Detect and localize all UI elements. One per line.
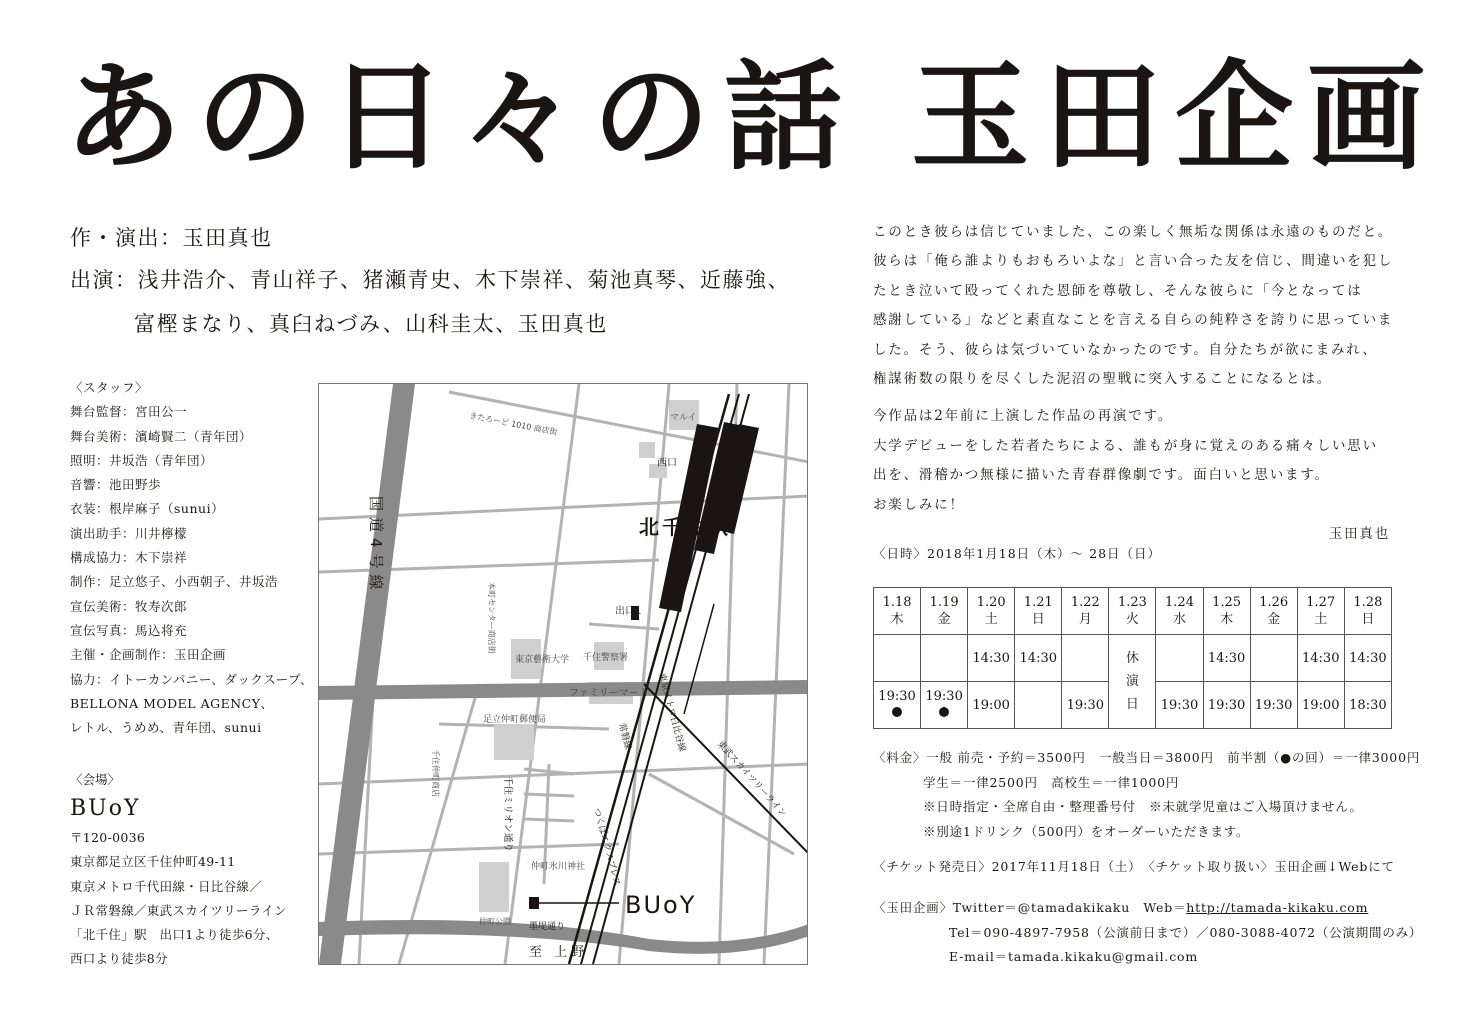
map-label-marui: マルイ: [670, 413, 697, 423]
map-label-nishiguchi: 西口: [657, 458, 677, 469]
map-label-honmachi: 本町センター商店街: [487, 582, 496, 654]
story-line: 出を、滑稽かつ無様に描いた青春群像劇です。面白いと思います。: [873, 467, 1330, 484]
schedule-weekday: 月: [1078, 612, 1092, 627]
matinee-time: 14:30: [1344, 635, 1391, 682]
evening-time: 19:00: [972, 697, 1010, 713]
page-title: あの日々の話 玉田企画: [64, 48, 1440, 186]
map-label-route4: 国道4号線: [367, 496, 385, 596]
schedule-weekday: 土: [984, 612, 998, 627]
evening-time: 19:30: [925, 689, 963, 704]
evening-time: 19:30: [1207, 697, 1246, 713]
story-line: 権謀術数の限りを尽くした泥沼の聖戦に突入することになるとは。: [873, 371, 1332, 388]
schedule-weekday: 木: [1220, 612, 1234, 627]
staff-item: レトル、うめめ、青年団、sunui: [70, 720, 262, 736]
map-label-station: 北千住駅: [639, 515, 731, 539]
map-label-million: 千住ミリオン通り: [502, 776, 513, 852]
matinee-time: 14:30: [1015, 635, 1062, 682]
story-line: 大学デビューをした若者たちによる、誰もが身に覚えのある痛々しい思い: [873, 437, 1378, 454]
staff-item: 制作：足立悠子、小西朝子、井坂浩: [70, 574, 279, 590]
map-label-police: 千住警察署: [583, 653, 629, 663]
early-discount-dot-icon: [939, 707, 949, 717]
fee-line: 〈料金〉一般 前売・予約＝3500円 一般当日＝3800円 前半割（●の回）＝一律3000円: [873, 750, 1421, 765]
story-line: たとき泣いて殴ってくれた恩師を尊敬し、そんな彼らに「今となっては: [873, 282, 1363, 299]
schedule-date: 1.25: [1212, 595, 1242, 610]
schedule-date-line: 〈日時〉2018年1月18日（木）〜 28日（日）: [873, 546, 1162, 561]
fee-line: ※別途1ドリンク（500円）をオーダーいただきます。: [923, 823, 1250, 839]
matinee-time: 14:30: [1203, 635, 1250, 682]
map-label-post: 足立仲町郵便局: [483, 715, 547, 725]
staff-item: 宣伝写真：馬込将充: [70, 622, 188, 638]
schedule-weekday: 日: [1361, 612, 1375, 627]
evening-cell: [1344, 682, 1391, 729]
fee-info: [873, 746, 1420, 844]
staff-list: [70, 376, 314, 740]
story-line: お楽しみに！: [873, 496, 965, 513]
contact-line: [873, 896, 1422, 921]
evening-cell: [1062, 682, 1109, 729]
map-label-joban: 常磐線: [616, 722, 633, 751]
schedule-day-cell: [874, 588, 921, 635]
venue-line: ＪＲ常磐線／東武スカイツリーライン: [70, 902, 287, 918]
matinee-time: [921, 635, 968, 682]
venue-line: 東京メトロ千代田線・日比谷線／: [70, 878, 263, 894]
staff-item: 音響：池田野歩: [70, 477, 162, 493]
tel-info: Tel＝090-4897-7958（公演前日まで）／080-3088-4072（公演期間のみ）: [949, 924, 1423, 940]
matinee-time: 14:30: [1297, 635, 1344, 682]
schedule-weekday: 水: [1173, 612, 1187, 627]
story-signature: 玉田真也: [1328, 526, 1390, 543]
early-discount-dot-icon: [892, 707, 902, 717]
map-label-buoy: BUoY: [625, 891, 697, 919]
map-label-kitaro: きたろーど 1010 商店街: [468, 411, 559, 438]
staff-item: 舞台美術：濱崎賢二（青年団）: [70, 428, 253, 444]
venue-info: [70, 768, 310, 972]
schedule-date: 1.18: [882, 595, 912, 610]
director-credit: 作・演出：玉田真也: [70, 226, 273, 250]
map-label-tobu: 東武スカイツリーライン: [714, 739, 789, 820]
staff-item: 衣装：根岸麻子（sunui）: [70, 501, 225, 517]
web-link[interactable]: http://tamada-kikaku.com: [1186, 900, 1369, 915]
fee-line: ※日時指定・全席自由・整理番号付 ※未就学児童はご入場頂けません。: [923, 799, 1363, 814]
twitter-info: 〈玉田企画〉Twitter＝@tamadakikaku Web＝: [873, 900, 1187, 915]
evening-time: 19:30: [1160, 697, 1199, 713]
venue-name: BUoY: [70, 796, 141, 821]
ticket-info: 〈チケット発売日〉2017年11月18日（土） 〈チケット取り扱い〉玉田企画↓Webにて: [873, 859, 1395, 874]
matinee-time: [1250, 635, 1297, 682]
schedule-weekday: 木: [890, 612, 904, 627]
schedule-weekday: 金: [937, 612, 951, 627]
map-label-park: 仲町公園: [479, 917, 511, 926]
map-label-nakacho-street: 千住仲町商店: [431, 749, 440, 797]
staff-item: BELLONA MODEL AGENCY、: [70, 695, 274, 711]
matinee-time: [1062, 635, 1109, 682]
schedule-date: 1.20: [976, 595, 1006, 610]
email-info: E-mail＝tamada.kikaku@gmail.com: [949, 949, 1198, 964]
access-map: [318, 383, 808, 965]
schedule-date: 1.22: [1070, 595, 1100, 610]
cast-credit-line1: 出演：浅井浩介、青山祥子、猪瀬青史、木下崇祥、菊池真琴、近藤強、: [70, 268, 790, 292]
schedule-day-cell: [968, 588, 1015, 635]
evening-time: 18:30: [1349, 697, 1387, 713]
evening-cell: [921, 682, 968, 729]
staff-item: 照明：井坂浩（青年団）: [70, 452, 214, 468]
story-line: 感謝している」などと素直なことを言える自らの純粋さを誇りに思っていま: [873, 312, 1394, 329]
evening-time: 19:30: [1066, 697, 1105, 713]
venue-heading: 〈会場〉: [70, 772, 121, 787]
schedule-day-cell: [1015, 588, 1062, 635]
map-label-metro: 東京メトロ日比谷線: [656, 672, 687, 754]
schedule-weekday: 日: [1031, 612, 1045, 627]
map-label-bokutei: 墨堤通り: [529, 922, 566, 932]
schedule-day-cell: [1203, 588, 1250, 635]
schedule-day-cell: [921, 588, 968, 635]
matinee-time: 14:30: [968, 635, 1015, 682]
story-line: 今作品は2年前に上演した作品の再演です。: [873, 408, 1174, 425]
evening-time: 19:30: [1254, 697, 1293, 713]
schedule-date: 1.24: [1165, 595, 1194, 610]
matinee-time: [874, 635, 921, 682]
evening-time: 19:00: [1302, 697, 1340, 713]
schedule-date: 1.19: [929, 595, 959, 610]
schedule-date: 1.27: [1306, 595, 1336, 610]
evening-cell: [1203, 682, 1250, 729]
staff-item: 主催・企画制作：玉田企画: [70, 647, 227, 663]
schedule-date: 1.21: [1023, 595, 1053, 610]
evening-cell: [1156, 682, 1203, 729]
map-label-geidai: 東京藝術大学: [515, 655, 570, 665]
schedule-weekday: 金: [1267, 612, 1281, 627]
staff-item: 協力：イトーカンパニー、ダックスープ、: [70, 671, 314, 687]
story-line: このとき彼らは信じていました、この楽しく無垢な関係は永遠のものだと。: [873, 224, 1394, 240]
map-label-tsukuba: つくばエクスプレス: [591, 807, 622, 888]
rest-day-char: 演: [1125, 674, 1139, 689]
schedule-day-cell: [1156, 588, 1203, 635]
story-text: [873, 218, 1398, 549]
rest-day-char: 日: [1125, 697, 1139, 712]
venue-line: 「北千住」駅 出口1より徒歩6分、: [70, 927, 279, 943]
rest-day-char: 休: [1125, 651, 1139, 666]
schedule-header-row: [874, 588, 1392, 635]
schedule-table: [873, 587, 1392, 729]
schedule-day-cell: [1109, 588, 1156, 635]
schedule-day-cell: [1250, 588, 1297, 635]
staff-item: 演出助手：川井檸檬: [70, 525, 188, 541]
staff-item: 構成協力：木下崇祥: [70, 550, 188, 566]
schedule-day-cell: [1062, 588, 1109, 635]
evening-cell: [968, 682, 1015, 729]
venue-line: 東京都足立区千住仲町49-11: [70, 854, 236, 870]
staff-item: 舞台監督：宮田公一: [70, 404, 188, 420]
evening-cell: [1250, 682, 1297, 729]
venue-line: 〒120-0036: [70, 830, 146, 845]
schedule-date: 1.26: [1259, 595, 1289, 610]
schedule-weekday: 火: [1125, 612, 1139, 627]
schedule-day-cell: [1297, 588, 1344, 635]
evening-time: 19:30: [878, 689, 916, 704]
staff-item: 宣伝美術：牧寿次郎: [70, 598, 188, 614]
contact-info: [873, 896, 1422, 970]
map-label-jinja: 仲町氷川神社: [531, 862, 586, 872]
staff-heading: 〈スタッフ〉: [70, 380, 149, 395]
venue-line: 西口より徒歩8分: [70, 951, 168, 967]
map-label-exit1: 出口1: [615, 606, 642, 617]
evening-cell: [1297, 682, 1344, 729]
story-line: した。そう、彼らは気づいていなかったのです。自分たちが欲にまみれ、: [873, 341, 1378, 358]
schedule-day-cell: [1344, 588, 1391, 635]
schedule-date: 1.23: [1117, 595, 1147, 610]
fee-line: 学生＝一律2500円 高校生＝一律1000円: [923, 774, 1180, 790]
evening-cell: [1015, 682, 1062, 729]
schedule-weekday: 土: [1314, 612, 1328, 627]
cast-credit-line2: 富樫まなり、真臼ねづみ、山科圭太、玉田真也: [134, 312, 608, 336]
schedule-rest-cell: [1109, 635, 1156, 729]
matinee-time: [1156, 635, 1203, 682]
schedule-date: 1.28: [1353, 595, 1383, 610]
map-label-ueno: 至 上野: [529, 945, 589, 960]
story-line: 彼らは「俺ら誰よりもおもろいよな」と言い合った友を信じ、間違いを犯し: [873, 253, 1394, 270]
evening-cell: [874, 682, 921, 729]
schedule-matinee-row: [874, 635, 1392, 682]
map-label-family: ファミリーマート: [569, 688, 649, 699]
